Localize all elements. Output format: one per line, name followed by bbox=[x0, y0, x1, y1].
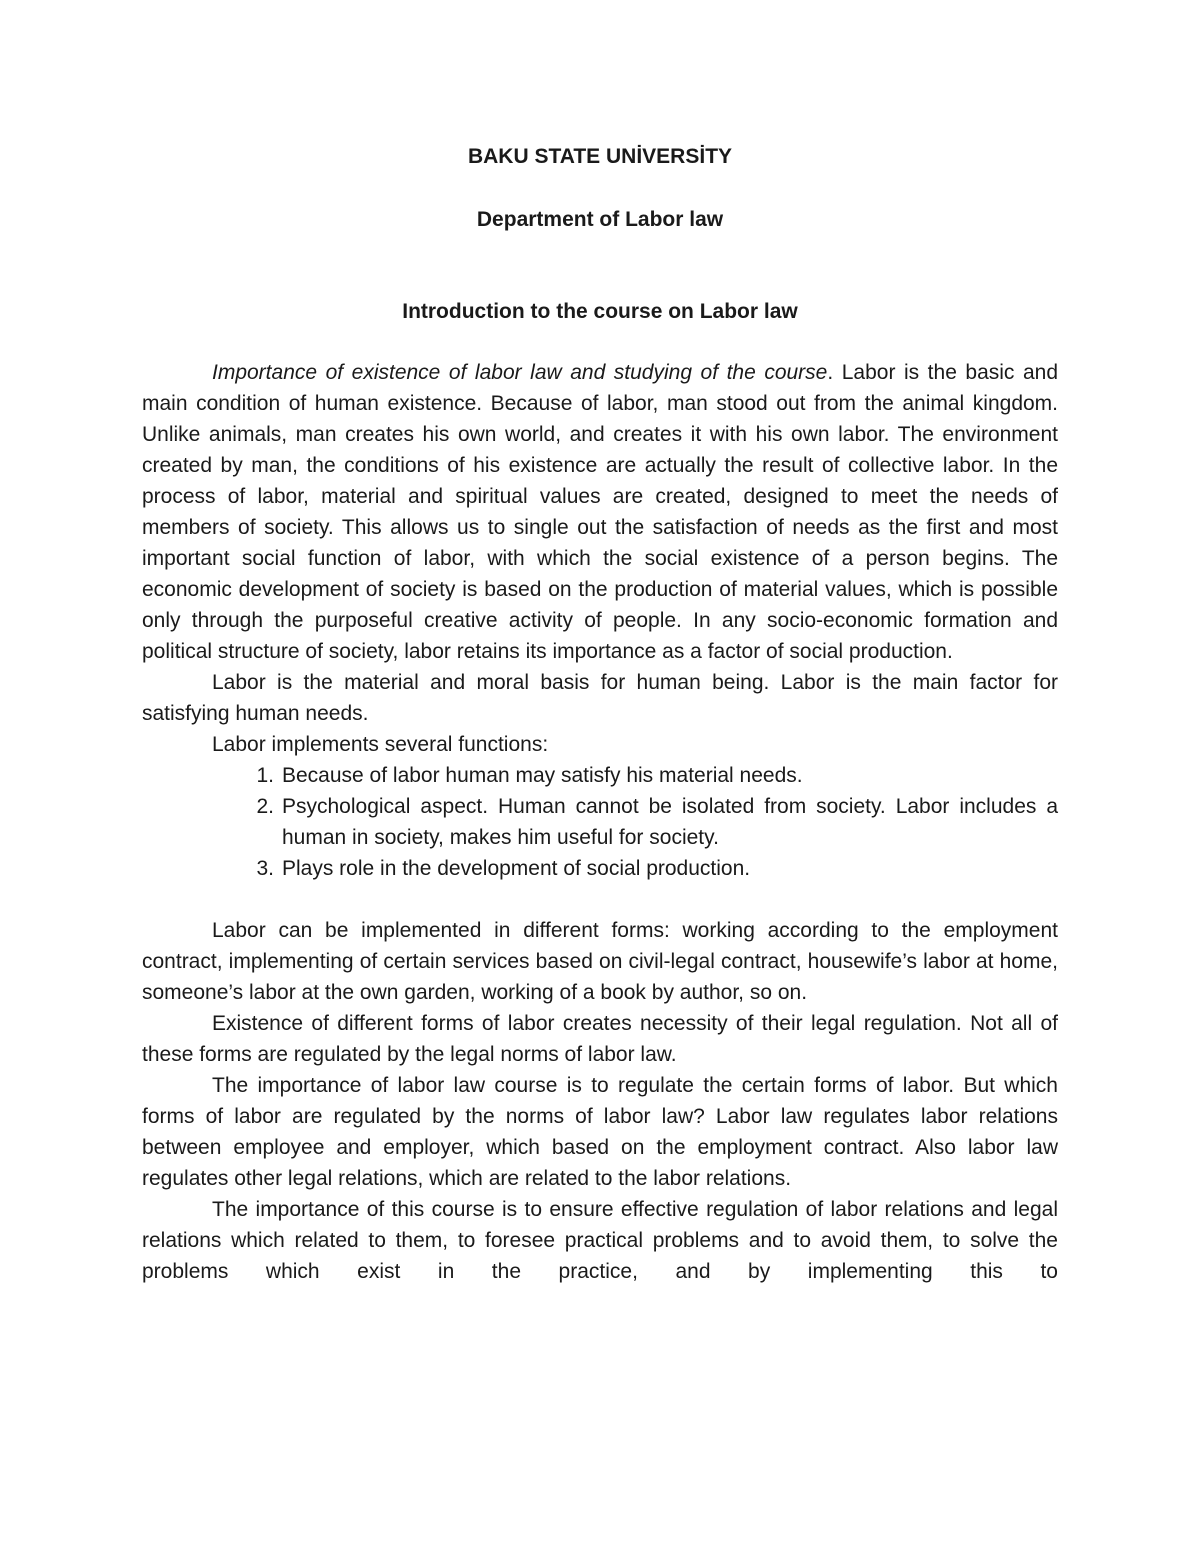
paragraph-regulation-necessity: Existence of different forms of labor creates necessity of their legal regulation. Not all of these forms are regulated by the legal norms of labor law. bbox=[142, 1012, 1058, 1066]
list-item bbox=[256, 853, 1058, 884]
list-item bbox=[256, 791, 1058, 853]
paragraph-importance-text: . Labor is the basic and main condition of human existence. Because of labor, man stood out from the animal kingdom. Unlike animals, man creates his own world, and creates it with his own labor. The environment created by man, the conditions of his existence are actually the result of collective labor. In the process of labor, material and spiritual values are created, designed to meet the needs of members of society. This allows us to single out the satisfaction of needs as the first and most important social function of labor, with which the social existence of a person begins. The economic development of society is based on the production of material values, which is possible only through the purposeful creative activity of people. In any socio-economic formation and political structure of society, labor retains its importance as a factor of social production. bbox=[142, 361, 1059, 663]
paragraph-spacer bbox=[142, 884, 1058, 915]
university-heading: BAKU STATE UNİVERSİTY bbox=[467, 145, 733, 168]
list-item-text: Plays role in the development of social production. bbox=[282, 857, 751, 880]
paragraph-functions-intro: Labor implements several functions: bbox=[212, 733, 549, 756]
paragraph-importance bbox=[142, 357, 1058, 667]
list-item-number: 2. bbox=[256, 795, 274, 818]
course-title: Introduction to the course on Labor law bbox=[402, 300, 798, 323]
list-item-text: Psychological aspect. Human cannot be isolated from society. Labor includes a human in society, makes him useful for society. bbox=[282, 795, 1058, 849]
list-item-text: Because of labor human may satisfy his material needs. bbox=[282, 764, 803, 787]
list-item-number: 1. bbox=[256, 764, 274, 787]
list-item-number: 3. bbox=[256, 857, 274, 880]
functions-list bbox=[142, 760, 1058, 884]
paragraph-course-importance: The importance of labor law course is to regulate the certain forms of labor. But which forms of labor are regulated by the norms of labor law? Labor law regulates labor relations between employee and employer, which based on the employment contract. Also labor law regulates other legal relations, which are related to the labor relations. bbox=[142, 1074, 1058, 1190]
document-body bbox=[142, 357, 1058, 1287]
paragraph-importance-lead: Importance of existence of labor law and studying of the course bbox=[212, 361, 828, 384]
paragraph-forms: Labor can be implemented in different forms: working according to the employment contract, implementing of certain services based on civil-legal contract, housewife’s labor at home, someone’s labor at the own garden, working of a book by author, so on. bbox=[142, 919, 1058, 1004]
department-heading: Department of Labor law bbox=[476, 208, 724, 231]
paragraph-basis: Labor is the material and moral basis for human being. Labor is the main factor for satisfying human needs. bbox=[142, 671, 1058, 725]
list-item bbox=[256, 760, 1058, 791]
paragraph-course-purpose: The importance of this course is to ensure effective regulation of labor relations and legal relations which related to them, to foresee practical problems and to avoid them, to solve the problems which exist in the practice, and by implementing this to bbox=[142, 1198, 1058, 1283]
